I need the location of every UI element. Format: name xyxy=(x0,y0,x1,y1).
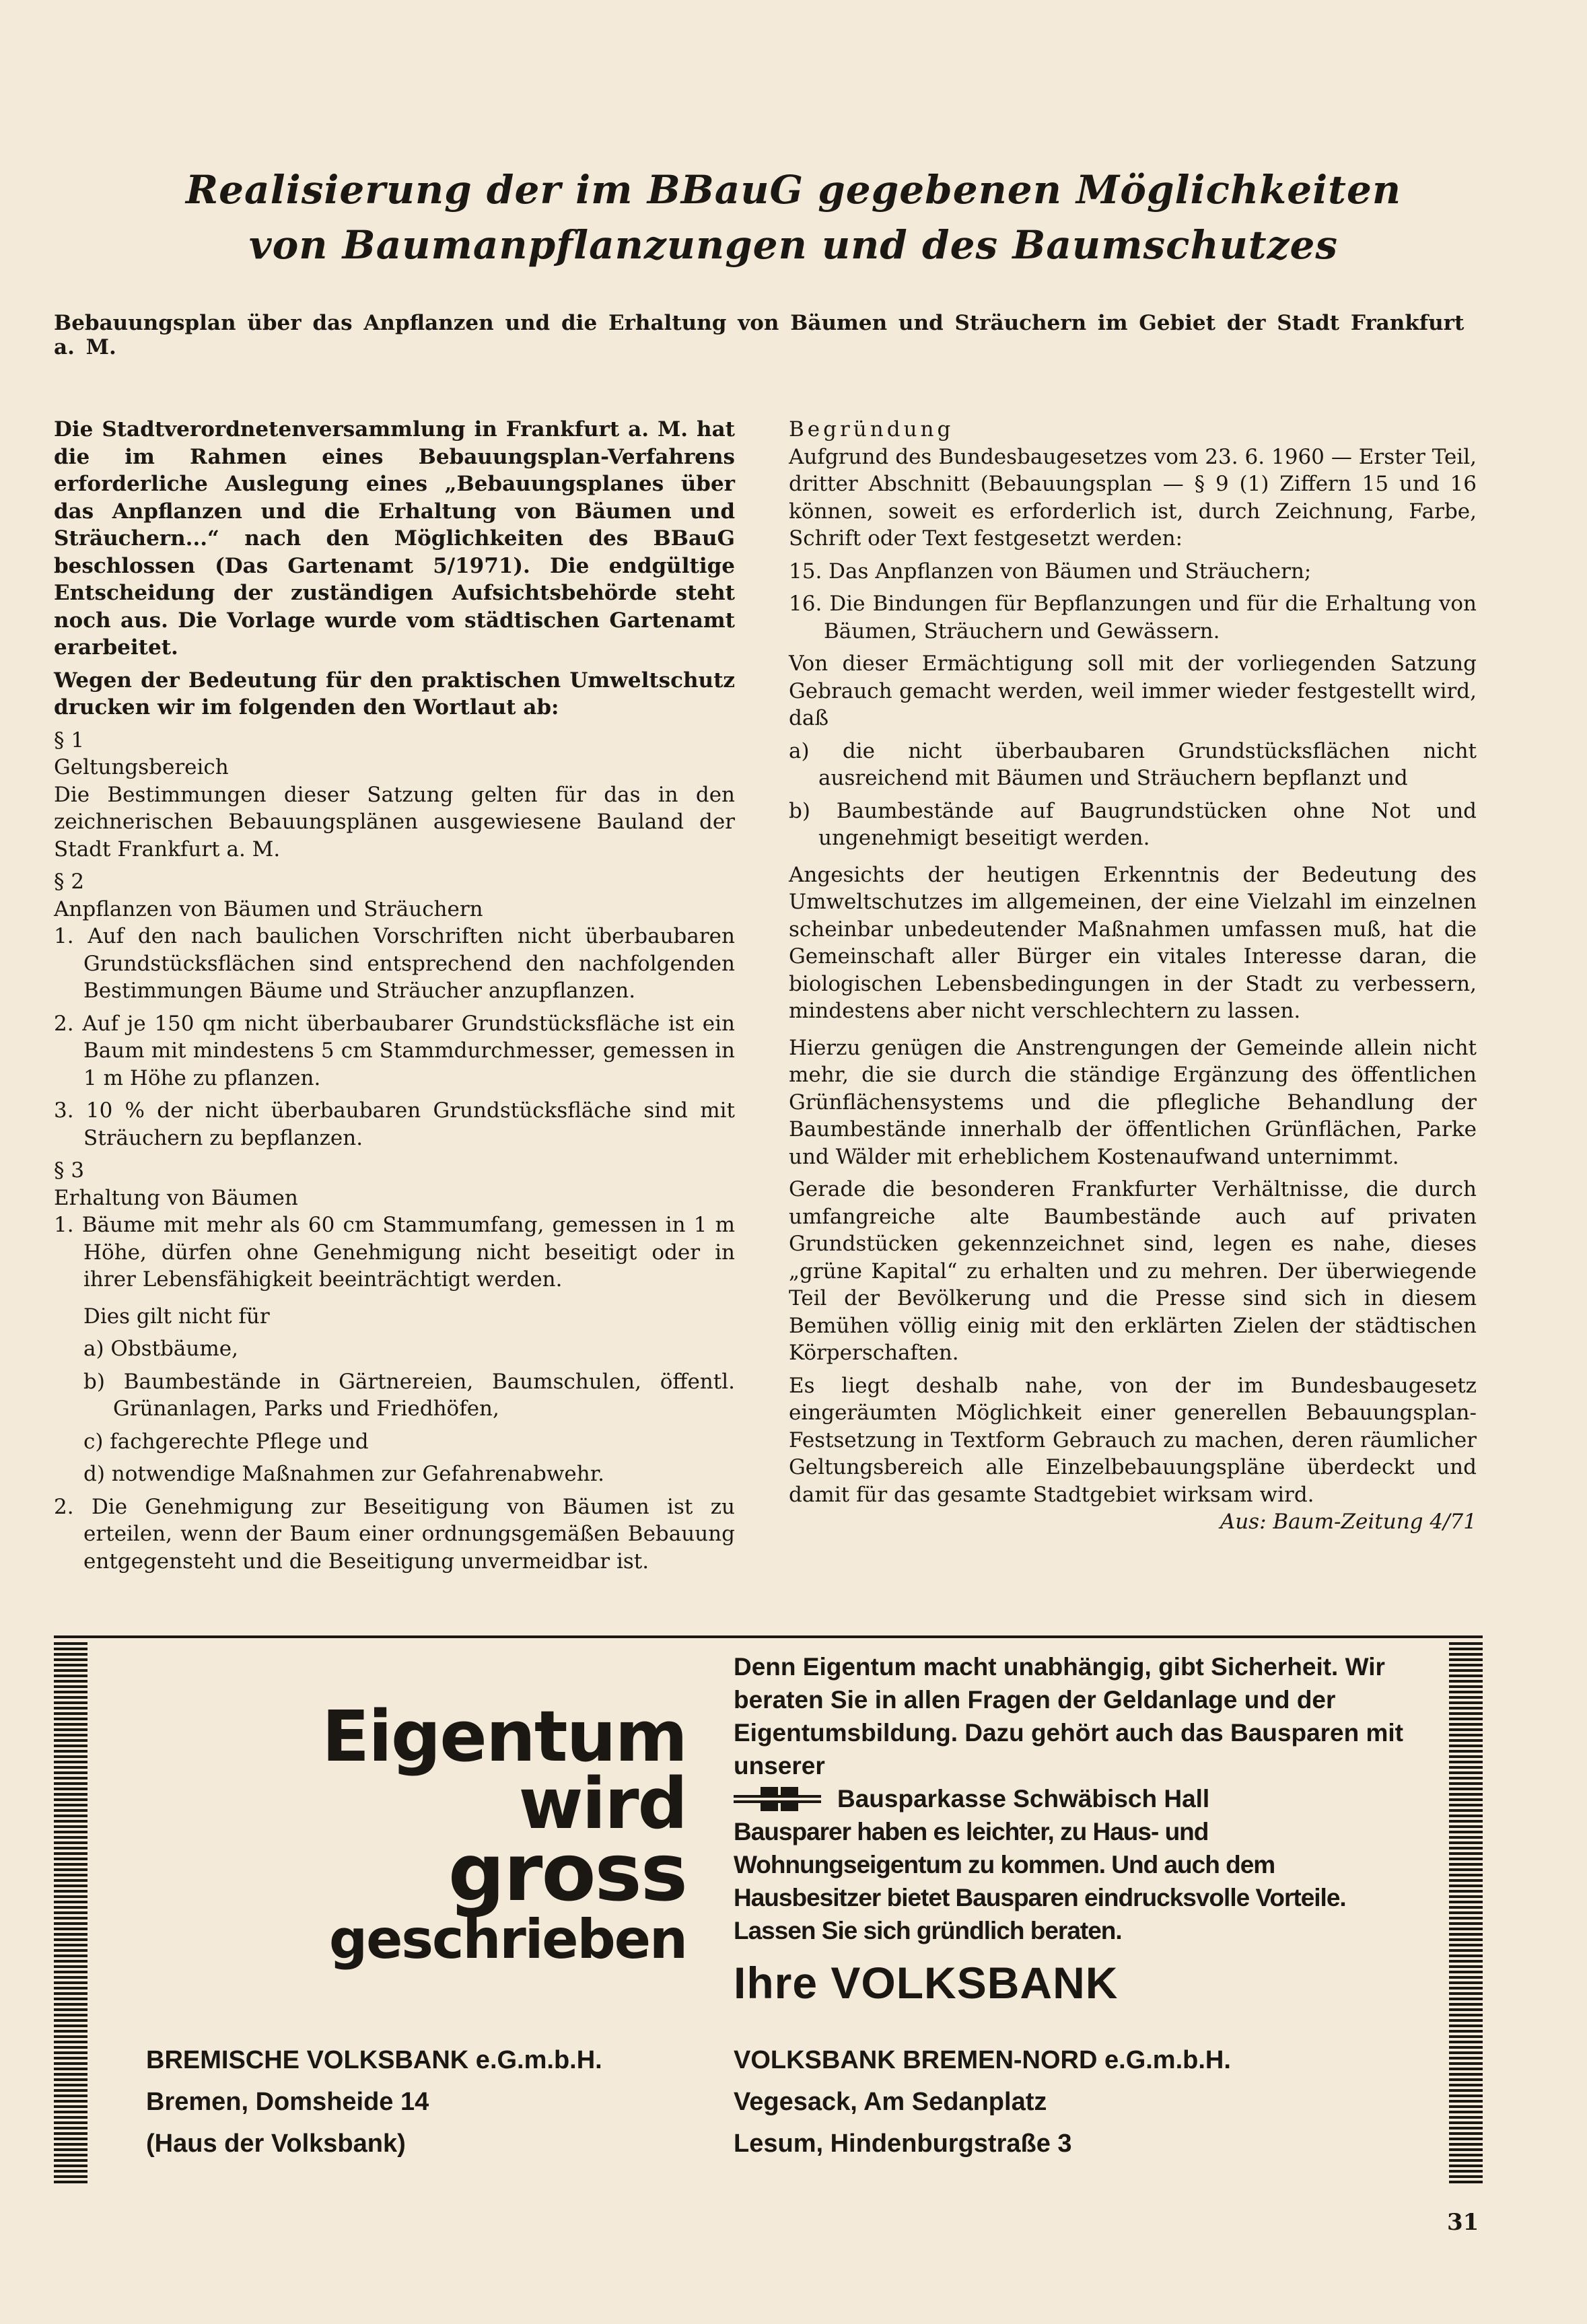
headline-line: Eigentum xyxy=(322,1695,686,1777)
ad-body-text-2: Bausparer haben es leichter, zu Haus- und Wohnungseigentum zu kommen. Und auch dem Hausbesitzer bietet Bausparen eindrucksvolle Vorteile. Lassen Sie sich gründlich beraten. xyxy=(734,1818,1346,1944)
right-column xyxy=(789,416,1477,1536)
lettered-item: a) die nicht überbaubaren Grundstücksflächen nicht ausreichend mit Bäumen und Sträuchern bepflanzt und xyxy=(789,738,1477,790)
intro-paragraph: Die Stadtverordnetenversammlung in Frankfurt a. M. hat die im Rahmen eines Bebauungsplan-Verfahrens erforderliche Auslegung eines „Bebauungsplanes über das Anpflanzen und die Erhaltung von Bäumen und Sträuchern...“ nach den Möglichkeiten des BBauG beschlossen (Das Gartenamt 5/1971). Die endgültige Entscheidung der zuständigen Aufsichtsbehörde steht noch aus. Die Vorlage wurde vom städtischen Gartenamt erarbeitet. xyxy=(54,417,735,660)
bank-address-line: Bremen, Domsheide 14 xyxy=(146,2088,429,2116)
section-2-item: 1. Auf den nach baulichen Vorschriften nicht überbaubaren Grundstücksflächen sind entsprechend den nachfolgenden Bestimmungen Bäume und Sträucher anzupflanzen. xyxy=(54,924,735,1003)
article-title-line-1: Realisierung der im BBauG gegebenen Möglichkeiten xyxy=(185,167,1402,213)
exception-item-wrapper xyxy=(54,1368,735,1423)
page-number: 31 xyxy=(1447,2209,1479,2236)
justification-paragraph: Von dieser Ermächtigung soll mit der vorliegenden Satzung Gebrauch gemacht werden, weil immer wieder festgestellt wird, daß xyxy=(789,652,1477,730)
ad-top-rule xyxy=(54,1635,1483,1638)
bank-address-left xyxy=(146,2039,602,2164)
justification-paragraph: Hierzu genügen die Anstrengungen der Gemeinde allein nicht mehr, die sie durch die ständige Ergänzung des öffentlichen Grünflächensystems und die pflegliche Behandlung der Baumbestände innerhalb der öffentlichen Grünflächen, Parke und Wälder mit erheblichem Kostenaufwand unternimmt. xyxy=(789,1035,1477,1169)
left-stripe-border xyxy=(54,1642,87,2184)
section-2-item: 3. 10 % der nicht überbaubaren Grundstücksfläche sind mit Sträuchern zu bepflanzen. xyxy=(54,1098,735,1150)
intro-paragraph-2: Wegen der Bedeutung für den praktischen Umweltschutz drucken wir im folgenden den Wortlaut ab: xyxy=(54,668,735,719)
lettered-item: b) Baumbestände auf Baugrundstücken ohne Not und ungenehmigt beseitigt werden. xyxy=(789,798,1477,850)
ad-slogan: Ihre VOLKSBANK xyxy=(734,1958,1119,2008)
exception-item: b) Baumbestände in Gärtnereien, Baumschulen, öffentl. Grünanlagen, Parks und Friedhöfen, xyxy=(83,1369,735,1421)
headline-line: gross xyxy=(448,1826,686,1919)
exception-item: a) Obstbäume, xyxy=(83,1337,238,1361)
article-subtitle: Bebauungsplan über das Anpflanzen und die Erhaltung von Bäumen und Sträuchern im Gebiet der Stadt Frankfurt a. M. xyxy=(54,311,1465,359)
source-citation: Aus: Baum-Zeitung 4/71 xyxy=(1220,1510,1477,1534)
ad-body-text-1: Denn Eigentum macht unabhängig, gibt Sicherheit. Wir beraten Sie in allen Fragen der Geldanlage und der Eigentumsbildung. Dazu gehört auch das Bausparen mit unserer xyxy=(734,1653,1404,1780)
bausparkasse-logo-icon xyxy=(734,1786,821,1812)
bank-address-line: Lesum, Hindenburgstraße 3 xyxy=(734,2129,1072,2158)
bank-address-right xyxy=(734,2039,1231,2164)
volksbank-advertisement xyxy=(54,1635,1483,2187)
section-2-number: § 2 xyxy=(54,870,85,894)
justification-heading: Begründung xyxy=(789,417,954,442)
headline-line: geschrieben xyxy=(328,1908,686,1971)
bank-name: VOLKSBANK BREMEN-NORD e.G.m.b.H. xyxy=(734,2046,1231,2074)
ad-body xyxy=(734,1650,1407,1947)
section-3-title: Erhaltung von Bäumen xyxy=(54,1185,298,1210)
headline-line: wird xyxy=(518,1763,686,1845)
partner-row xyxy=(734,1782,1407,1815)
numbered-item: 15. Das Anpflanzen von Bäumen und Sträuchern; xyxy=(789,559,1312,584)
section-3-item-1: 1. Bäume mit mehr als 60 cm Stammumfang, gemessen in 1 m Höhe, dürfen ohne Genehmigung nicht beseitigt oder in ihrer Lebensfähigkeit beeinträchtigt werden. xyxy=(54,1213,735,1292)
right-stripe-border xyxy=(1449,1642,1483,2184)
justification-paragraph: Angesichts der heutigen Erkenntnis der Bedeutung des Umweltschutzes im allgemeinen, der eine Vielzahl im einzelnen scheinbar unbedeutender Maßnahmen umfassen muß, hat die Gemeinschaft aller Bürger ein vitales Interesse daran, die biologischen Lebensbedingungen in der Stadt zu verbessern, mindestens aber nicht verschlechtern zu lassen. xyxy=(789,862,1477,1023)
left-column xyxy=(54,416,735,1575)
section-2-title: Anpflanzen von Bäumen und Sträuchern xyxy=(54,896,483,921)
justification-paragraph: Gerade die besonderen Frankfurter Verhältnisse, die durch umfangreiche alte Baumbestände auch auf privaten Grundstücken gekennzeichnet sind, legen es nahe, dieses „grüne Kapital“ zu erhalten und zu mehren. Der überwiegende Teil der Bevölkerung und die Presse sind sich in diesem Bemühen völlig einig mit den erklärten Zielen der städtischen Körperschaften. xyxy=(789,1177,1477,1365)
section-3-exceptions-intro: Dies gilt nicht für xyxy=(83,1304,270,1329)
section-1-title: Geltungsbereich xyxy=(54,755,229,779)
justification-paragraph: Es liegt deshalb nahe, von der im Bundesbaugesetz eingeräumten Möglichkeit einer generellen Bebauungsplan-Festsetzung in Textform Gebrauch zu machen, deren räumlicher Geltungsbereich alle Einzelbebauungspläne überdeckt und damit für das gesamte Stadtgebiet wirksam wird. xyxy=(789,1373,1477,1507)
bank-address-line: (Haus der Volksbank) xyxy=(146,2129,406,2158)
section-1-text: Die Bestimmungen dieser Satzung gelten für das in den zeichnerischen Bebauungsplänen ausgewiesene Bauland der Stadt Frankfurt a. M. xyxy=(54,782,735,861)
ad-headline xyxy=(175,1695,686,1972)
section-3-item-2: 2. Die Genehmigung zur Beseitigung von Bäumen ist zu erteilen, wenn der Baum einer ordnungsgemäßen Bebauung entgegensteht und die Beseitigung unvermeidbar ist. xyxy=(54,1494,735,1574)
section-2-item: 2. Auf je 150 qm nicht überbaubarer Grundstücksfläche ist ein Baum mit mindestens 5 cm Stammdurchmesser, gemessen in 1 m Höhe zu pflanzen. xyxy=(54,1011,735,1090)
section-1-number: § 1 xyxy=(54,728,85,752)
section-3-number: § 3 xyxy=(54,1158,85,1183)
justification-paragraph: Aufgrund des Bundesbaugesetzes vom 23. 6. 1960 — Erster Teil, dritter Abschnitt (Bebauungsplan — § 9 (1) Ziffern 15 und 16 können, soweit es erforderlich ist, durch Zeichnung, Farbe, Schrift oder Text festgesetzt werden: xyxy=(789,444,1477,551)
bank-address-line: Vegesack, Am Sedanplatz xyxy=(734,2088,1047,2116)
exception-item: d) notwendige Maßnahmen zur Gefahrenabwehr. xyxy=(83,1462,605,1486)
article-title-line-2: von Baumanpflanzungen und des Baumschutzes xyxy=(248,222,1339,268)
partner-name: Bausparkasse Schwäbisch Hall xyxy=(837,1785,1210,1812)
bank-name: BREMISCHE VOLKSBANK e.G.m.b.H. xyxy=(146,2046,602,2074)
numbered-item: 16. Die Bindungen für Bepflanzungen und für die Erhaltung von Bäumen, Sträuchern und Gewässern. xyxy=(789,592,1477,643)
exception-item: c) fachgerechte Pflege und xyxy=(83,1429,369,1454)
